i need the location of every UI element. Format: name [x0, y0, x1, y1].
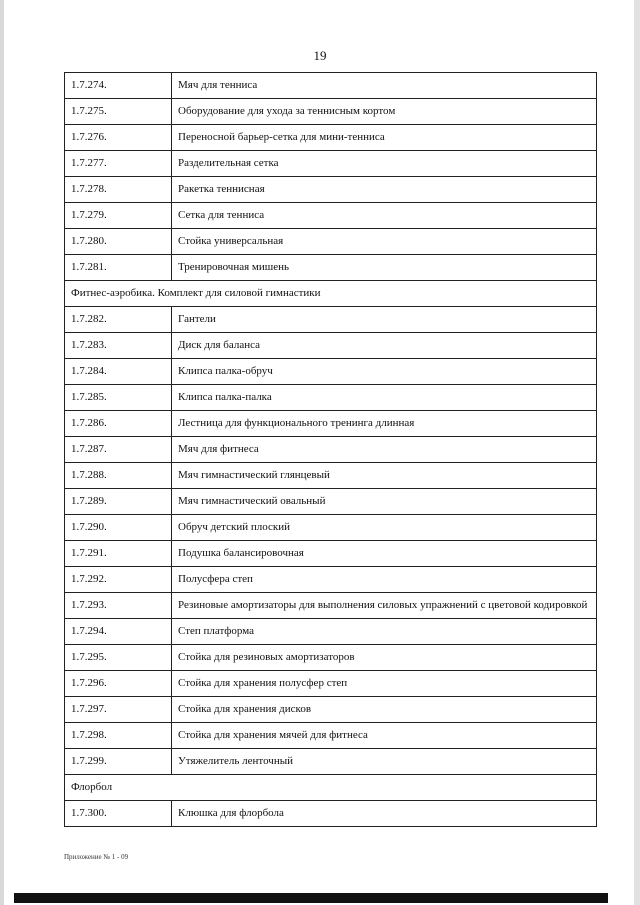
- table-row: [65, 541, 597, 567]
- item-code: 1.7.293.: [65, 593, 172, 619]
- section-row: [65, 775, 597, 801]
- item-code: 1.7.296.: [65, 671, 172, 697]
- item-code: 1.7.279.: [65, 203, 172, 229]
- table-row: [65, 411, 597, 437]
- table-row: [65, 515, 597, 541]
- item-name: Подушка балансировочная: [172, 541, 597, 567]
- item-code: 1.7.292.: [65, 567, 172, 593]
- table-row: [65, 671, 597, 697]
- table-row: [65, 359, 597, 385]
- scan-edge-right: [634, 0, 640, 905]
- section-row: [65, 281, 597, 307]
- item-name: Клюшка для флорбола: [172, 801, 597, 827]
- page-footer: Приложение № 1 - 09: [64, 853, 129, 861]
- item-name: Мяч для фитнеса: [172, 437, 597, 463]
- item-name: Диск для баланса: [172, 333, 597, 359]
- item-name: Резиновые амортизаторы для выполнения силовых упражнений с цветовой кодировкой: [172, 593, 597, 619]
- table-row: [65, 619, 597, 645]
- table-row: [65, 125, 597, 151]
- item-name: Оборудование для ухода за теннисным кортом: [172, 99, 597, 125]
- table-row: [65, 463, 597, 489]
- item-code: 1.7.288.: [65, 463, 172, 489]
- item-code: 1.7.282.: [65, 307, 172, 333]
- table-row: [65, 177, 597, 203]
- item-name: Сетка для тенниса: [172, 203, 597, 229]
- item-code: 1.7.286.: [65, 411, 172, 437]
- table-row: [65, 593, 597, 619]
- item-name: Клипса палка-обруч: [172, 359, 597, 385]
- item-code: 1.7.297.: [65, 697, 172, 723]
- item-code: 1.7.274.: [65, 73, 172, 99]
- table-row: [65, 437, 597, 463]
- item-code: 1.7.285.: [65, 385, 172, 411]
- item-name: Переносной барьер-сетка для мини-тенниса: [172, 125, 597, 151]
- item-name: Мяч гимнастический глянцевый: [172, 463, 597, 489]
- item-code: 1.7.298.: [65, 723, 172, 749]
- item-name: Разделительная сетка: [172, 151, 597, 177]
- item-code: 1.7.294.: [65, 619, 172, 645]
- item-name: Мяч для тенниса: [172, 73, 597, 99]
- item-name: Мяч гимнастический овальный: [172, 489, 597, 515]
- item-name: Тренировочная мишень: [172, 255, 597, 281]
- item-name: Клипса палка-палка: [172, 385, 597, 411]
- item-code: 1.7.280.: [65, 229, 172, 255]
- item-name: Стойка для хранения дисков: [172, 697, 597, 723]
- item-code: 1.7.275.: [65, 99, 172, 125]
- item-code: 1.7.276.: [65, 125, 172, 151]
- table-row: [65, 385, 597, 411]
- item-name: Ракетка теннисная: [172, 177, 597, 203]
- item-code: 1.7.287.: [65, 437, 172, 463]
- item-code: 1.7.289.: [65, 489, 172, 515]
- section-title: Фитнес-аэробика. Комплект для силовой гимнастики: [65, 281, 597, 307]
- item-name: Стойка универсальная: [172, 229, 597, 255]
- table-row: [65, 73, 597, 99]
- table-row: [65, 801, 597, 827]
- table-body: [65, 73, 597, 827]
- scan-bar: [14, 893, 608, 903]
- table-row: [65, 697, 597, 723]
- table-row: [65, 229, 597, 255]
- item-name: Стойка для хранения мячей для фитнеса: [172, 723, 597, 749]
- table-row: [65, 99, 597, 125]
- item-code: 1.7.281.: [65, 255, 172, 281]
- item-code: 1.7.299.: [65, 749, 172, 775]
- item-name: Гантели: [172, 307, 597, 333]
- table-row: [65, 749, 597, 775]
- table-row: [65, 333, 597, 359]
- item-code: 1.7.284.: [65, 359, 172, 385]
- item-code: 1.7.277.: [65, 151, 172, 177]
- item-name: Лестница для функционального тренинга длинная: [172, 411, 597, 437]
- table-row: [65, 203, 597, 229]
- table-row: [65, 307, 597, 333]
- item-name: Полусфера степ: [172, 567, 597, 593]
- item-code: 1.7.290.: [65, 515, 172, 541]
- scan-edge-left: [0, 0, 4, 905]
- item-code: 1.7.283.: [65, 333, 172, 359]
- table-row: [65, 645, 597, 671]
- table-row: [65, 255, 597, 281]
- item-code: 1.7.278.: [65, 177, 172, 203]
- item-name: Утяжелитель ленточный: [172, 749, 597, 775]
- section-title: Флорбол: [65, 775, 597, 801]
- item-name: Обруч детский плоский: [172, 515, 597, 541]
- item-name: Стойка для резиновых амортизаторов: [172, 645, 597, 671]
- table-row: [65, 567, 597, 593]
- item-name: Стойка для хранения полусфер степ: [172, 671, 597, 697]
- table-row: [65, 723, 597, 749]
- item-code: 1.7.291.: [65, 541, 172, 567]
- item-name: Степ платформа: [172, 619, 597, 645]
- table-row: [65, 489, 597, 515]
- equipment-table: [64, 72, 597, 827]
- page-number: 19: [313, 48, 327, 63]
- item-code: 1.7.300.: [65, 801, 172, 827]
- item-code: 1.7.295.: [65, 645, 172, 671]
- table-row: [65, 151, 597, 177]
